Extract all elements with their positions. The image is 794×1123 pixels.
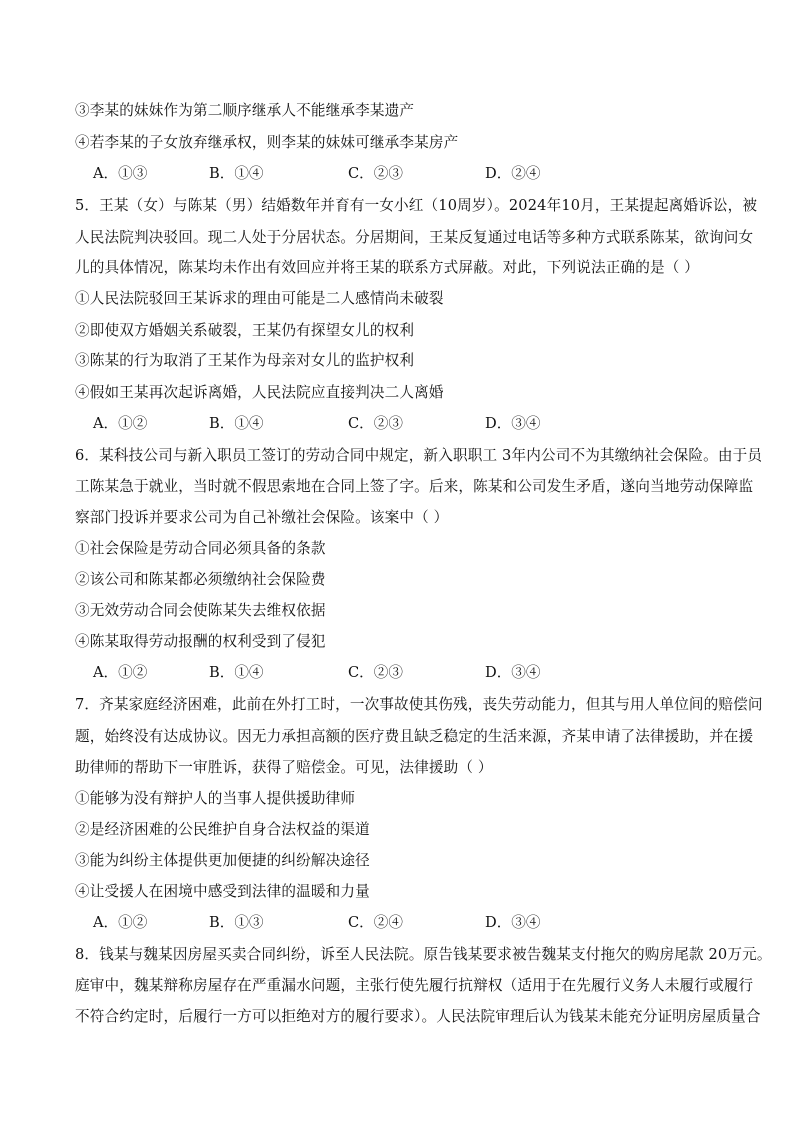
q6-stem-line-3: 察部门投诉并要求公司为自己补缴社会保险。该案中（ ） [75,509,449,526]
q5-option-d: D．③④ [485,415,541,432]
q7-options [93,913,733,933]
q4-option-c: C．②③ [348,165,403,182]
q4-options [93,164,733,184]
q5-stem-line-2: 人民法院判决驳回。现二人处于分居状态。分居期间，王某反复通过电话等多种方式联系陈某，欲询问女 [75,229,754,246]
q8-stem-line-2: 庭审中，魏某辩称房屋存在严重漏水问题，主张行使先履行抗辩权（适用于在先履行义务人未履行或履行 [75,977,754,994]
q5-item-2: ②即使双方婚姻关系破裂，王某仍有探望女儿的权利 [75,322,415,339]
q5-option-b: B．①④ [209,415,264,432]
q7-item-2: ②是经济困难的公民维护自身合法权益的渠道 [75,821,370,838]
q6-item-1: ①社会保险是劳动合同必须具备的条款 [75,540,326,557]
q7-option-a: A．①② [93,914,148,931]
q6-item-2: ②该公司和陈某都必须缴纳社会保险费 [75,571,326,588]
q5-item-3: ③陈某的行为取消了王某作为母亲对女儿的监护权利 [75,352,415,369]
q7-option-c: C．②④ [348,914,403,931]
q6-item-3: ③无效劳动合同会使陈某失去维权依据 [75,602,326,619]
q6-option-d: D．③④ [485,664,541,681]
q7-item-4: ④让受援人在困境中感受到法律的温暖和力量 [75,883,370,900]
q6-option-a: A．①② [93,664,148,681]
q5-item-1: ①人民法院驳回王某诉求的理由可能是二人感情尚未破裂 [75,290,444,307]
q8-stem-line-1: 8．钱某与魏某因房屋买卖合同纠纷，诉至人民法院。原告钱某要求被告魏某支付拖欠的购房尾款 20万元。 [75,946,772,963]
q5-options [93,414,733,434]
q5-option-a: A．①② [93,415,148,432]
q6-option-c: C．②③ [348,664,403,681]
q7-item-1: ①能够为没有辩护人的当事人提供援助律师 [75,790,356,807]
q4-option-b: B．①④ [209,165,264,182]
q7-option-d: D．③④ [485,914,541,931]
q6-option-b: B．①④ [209,664,264,681]
q4-item-4: ④若李某的子女放弃继承权，则李某的妹妹可继承李某房产 [75,134,459,151]
q7-stem-line-3: 助律师的帮助下一审胜诉，获得了赔偿金。可见，法律援助（ ） [75,759,493,776]
q4-option-d: D．②④ [485,165,541,182]
q6-item-4: ④陈某取得劳动报酬的权利受到了侵犯 [75,633,326,650]
q5-stem-line-1: 5．王某（女）与陈某（男）结婚数年并育有一女小红（10周岁）。2024年10月，王某提起离婚诉讼，被 [75,197,758,214]
q7-stem-line-1: 7．齐某家庭经济困难，此前在外打工时，一次事故使其伤残，丧失劳动能力，但其与用人单位间的赔偿问 [75,696,763,713]
q8-stem-line-3: 不符合约定时，后履行一方可以拒绝对方的履行要求）。人民法院审理后认为钱某未能充分证明房屋质量合 [75,1008,761,1025]
q4-item-3: ③李某的妹妹作为第二顺序继承人不能继承李某遗产 [75,102,415,119]
q5-stem-line-3: 儿的具体情况，陈某均未作出有效回应并将王某的联系方式屏蔽。对此，下列说法正确的是（ ） [75,259,700,276]
q5-item-4: ④假如王某再次起诉离婚，人民法院应直接判决二人离婚 [75,384,444,401]
q7-stem-line-2: 题，始终没有达成协议。因无力承担高额的医疗费且缺乏稳定的生活来源，齐某申请了法律援助，并在援 [75,728,754,745]
q4-option-a: A．①③ [93,165,148,182]
q5-option-c: C．②③ [348,415,403,432]
q6-options [93,663,733,683]
q7-item-3: ③能为纠纷主体提供更加便捷的纠纷解决途径 [75,852,370,869]
q7-option-b: B．①③ [209,914,264,931]
q6-stem-line-2: 工陈某急于就业，当时就不假思索地在合同上签了字。后来，陈某和公司发生矛盾，遂向当地劳动保障监 [75,478,754,495]
q6-stem-line-1: 6．某科技公司与新入职员工签订的劳动合同中规定，新入职职工 3年内公司不为其缴纳社会保险。由于员 [75,447,763,464]
